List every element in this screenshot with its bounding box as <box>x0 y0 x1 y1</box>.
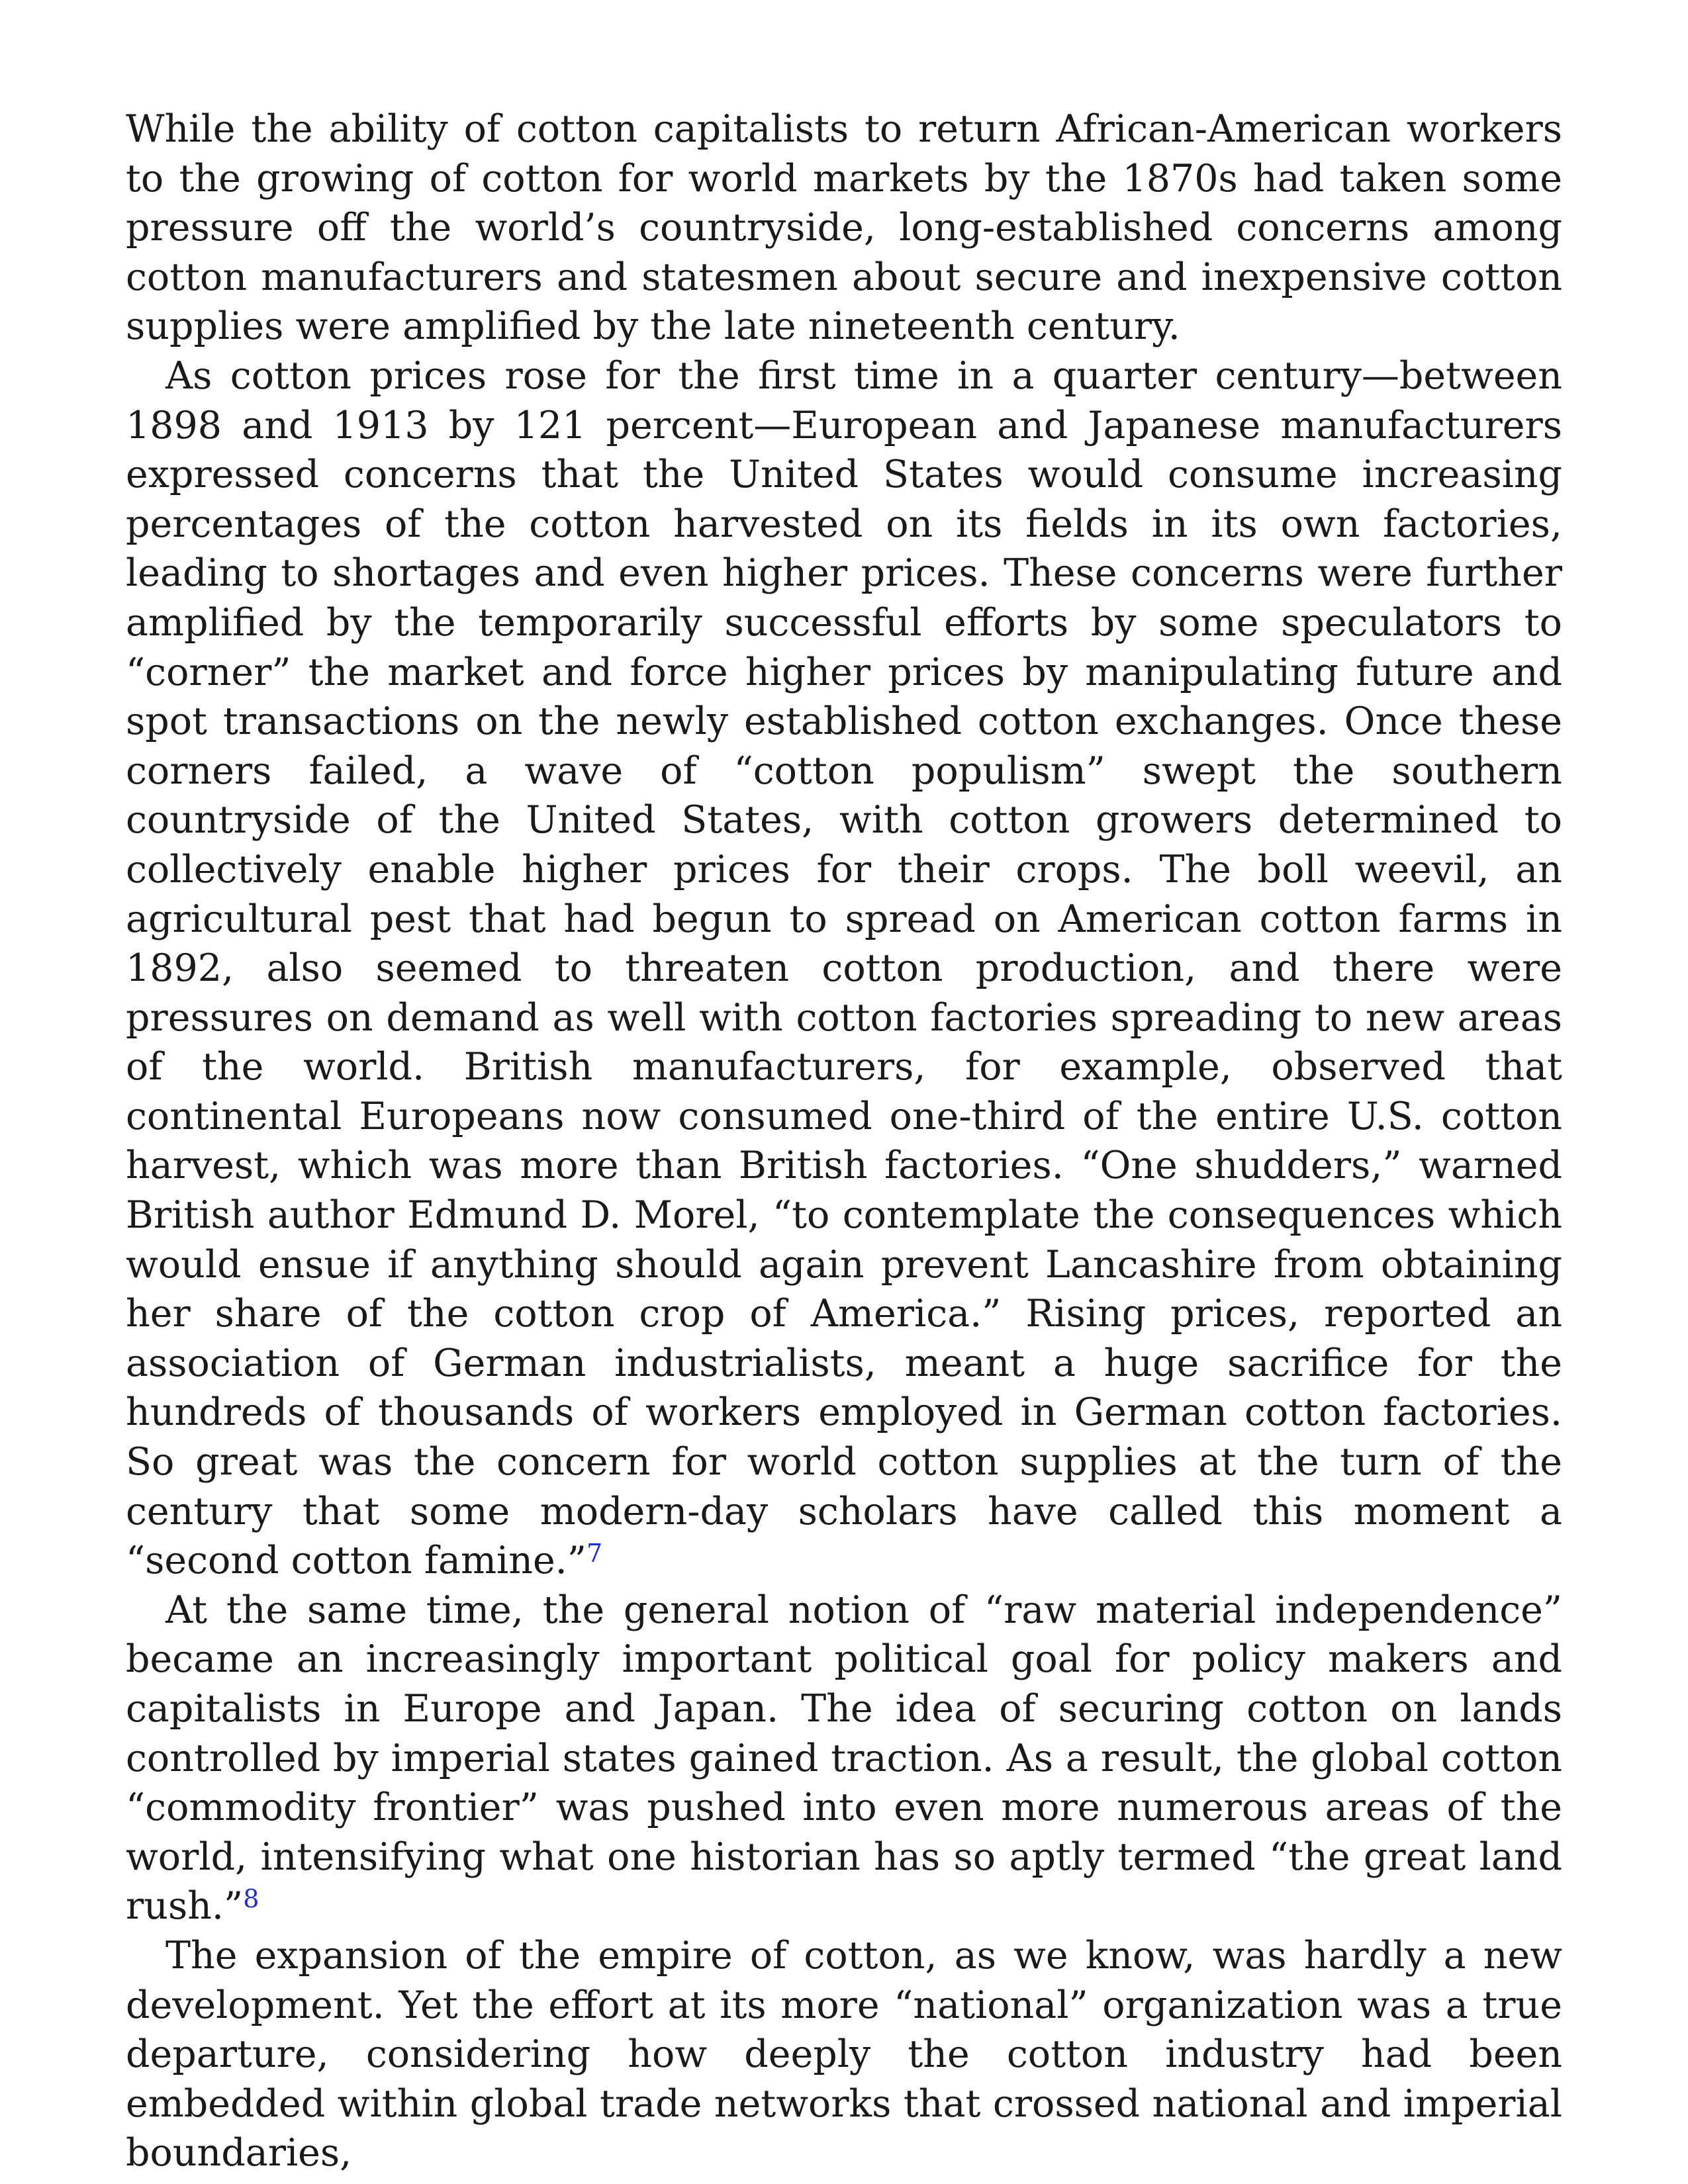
footnote-ref-7[interactable]: 7 <box>586 1539 603 1569</box>
paragraph-4-text: The expansion of the empire of cotton, as we know, was hardly a new development. Yet the effort at its more “national” organization was a true departure, considering how deeply the cotton industry had been embedded within global trade networks that crossed national and imperial boundaries, <box>126 1933 1562 2175</box>
paragraph-1 <box>126 105 1562 351</box>
paragraph-1-text: While the ability of cotton capitalists to return African-American workers to the growing of cotton for world markets by the 1870s had taken some pressure off the world’s countryside, long-established concerns among cotton manufacturers and statesmen about secure and inexpensive cotton supplies were amplified by the late nineteenth century. <box>126 107 1562 349</box>
paragraph-2-text: As cotton prices rose for the first time in a quarter century—between 1898 and 1913 by 121 percent—European and Japanese manufacturers expressed concerns that the United States would consume increasing percentages of the cotton harvested on its fields in its own factories, leading to shortages and even higher prices. These concerns were further amplified by the temporarily successful efforts by some speculators to “corner” the market and force higher prices by manipulating future and spot transactions on the newly established cotton exchanges. Once these corners failed, a wave of “cotton populism” swept the southern countryside of the United States, with cotton growers determined to collectively enable higher prices for their crops. The boll weevil, an agricultural pest that had begun to spread on American cotton farms in 1892, also seemed to threaten cotton production, and there were pressures on demand as well with cotton factories spreading to new areas of the world. British manufacturers, for example, observed that continental Europeans now consumed one-third of the entire U.S. cotton harvest, which was more than British factories. “One shudders,” warned British author Edmund D. Morel, “to contemplate the consequences which would ensue if anything should again prevent Lancashire from obtaining her share of the cotton crop of America.” Rising prices, reported an association of German industrialists, meant a huge sacrifice for the hundreds of thousands of workers employed in German cotton factories. So great was the concern for world cotton supplies at the turn of the century that some modern-day scholars have called this moment a “second cotton famine.” <box>126 353 1562 1583</box>
page-body <box>126 105 1562 2178</box>
footnote-ref-8[interactable]: 8 <box>243 1884 259 1914</box>
paragraph-2 <box>126 351 1562 1586</box>
paragraph-4 <box>126 1931 1562 2178</box>
paragraph-3-text: At the same time, the general notion of “raw material independence” became an increasingly important political goal for policy makers and capitalists in Europe and Japan. The idea of securing cotton on lands controlled by imperial states gained traction. As a result, the global cotton “commodity frontier” was pushed into even more numerous areas of the world, intensifying what one historian has so aptly termed “the great land rush.” <box>126 1588 1562 1929</box>
paragraph-3 <box>126 1586 1562 1931</box>
